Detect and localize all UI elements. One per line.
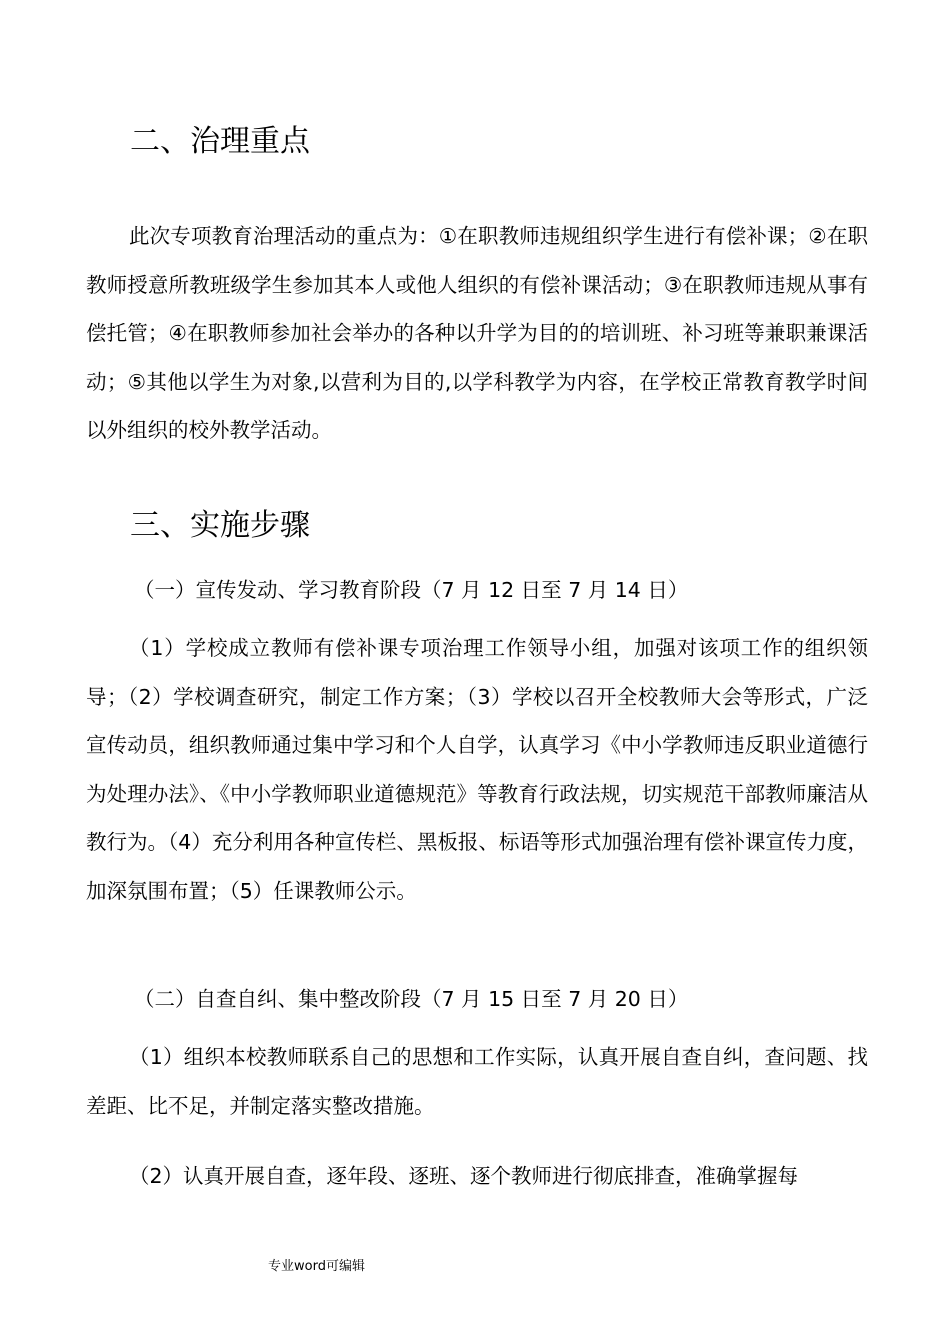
paragraph-publicity-stage: （1）学校成立教师有偿补课专项治理工作领导小组，加强对该项工作的组织领导；（2）学校调查研究，制定工作方案；（3）学校以召开全校教师大会等形式，广泛宣传动员，组织教师通过集中学习和个人自学，认真学习《中小学教师违反职业道德行为处理办法》、《中小学教师职业道德规范》等教育行政法规，切实规范干部教师廉洁从教行为。（4）充分利用各种宣传栏、黑板报、标语等形式加强治理有偿补课宣传力度，加深氛围布置；（5）任课教师公示。 [86,636,868,903]
stage-title-publicity: （一）宣传发动、学习教育阶段（7 月 12 日至 7 月 14 日） [134,578,689,602]
paragraph-self-check-1: （1）组织本校教师联系自己的思想和工作实际，认真开展自查自纠，查问题、找差距、比不足，并制定落实整改措施。 [86,1045,868,1118]
section-heading-implementation-steps: 三、实施步骤 [130,508,310,543]
section-heading-governance-focus: 二、治理重点 [130,124,310,159]
stage-title-self-check: （二）自查自纠、集中整改阶段（7 月 15 日至 7 月 20 日） [134,987,689,1011]
page-footer: 专业word可编辑 [268,1259,365,1274]
paragraph-self-check-2: （2）认真开展自查，逐年段、逐班、逐个教师进行彻底排查，准确掌握每 [129,1164,799,1188]
paragraph-governance-focus: 此次专项教育治理活动的重点为：①在职教师违规组织学生进行有偿补课；②在职教师授意所教班级学生参加其本人或他人组织的有偿补课活动；③在职教师违规从事有偿托管；④在职教师参加社会举办的各种以升学为目的的培训班、补习班等兼职兼课活动；⑤其他以学生为对象,以营利为目的,以学科教学为内容，在学校正常教育教学时间以外组织的校外教学活动。 [86,224,868,442]
